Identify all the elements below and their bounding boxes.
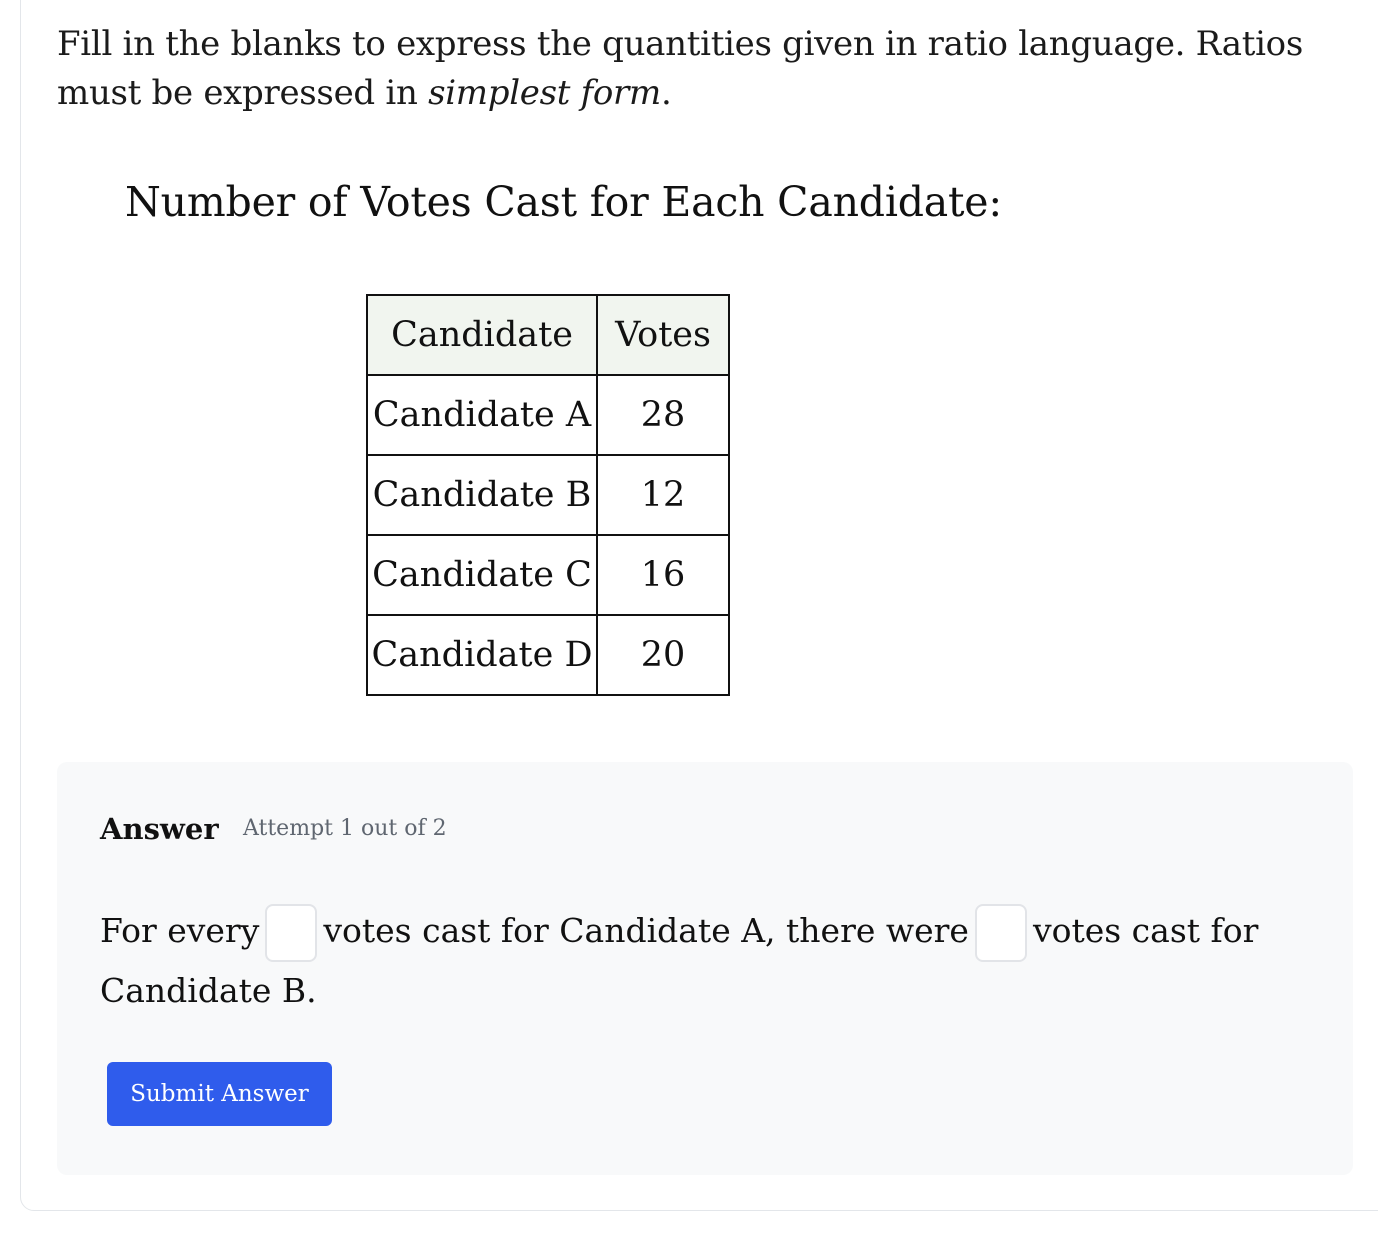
table-row <box>367 615 729 695</box>
votes-cell: 16 <box>597 535 729 615</box>
attempt-counter: Attempt 1 out of 2 <box>243 816 447 841</box>
sentence-text-3: votes cast for Candidate B. <box>100 911 1259 1010</box>
table-row <box>367 455 729 535</box>
answer-label: Answer <box>100 812 219 846</box>
sentence-text-1: For every <box>100 911 260 950</box>
submit-answer-button[interactable]: Submit Answer <box>107 1062 332 1126</box>
table-header-row <box>367 295 729 375</box>
answer-panel <box>57 762 1353 1175</box>
candidate-cell: Candidate D <box>367 615 597 695</box>
votes-cell: 20 <box>597 615 729 695</box>
votes-table <box>366 294 730 696</box>
header-votes: Votes <box>597 295 729 375</box>
prompt-emphasis: simplest form <box>428 73 661 113</box>
question-prompt <box>57 20 1357 118</box>
candidate-cell: Candidate A <box>367 375 597 455</box>
header-candidate: Candidate <box>367 295 597 375</box>
votes-cell: 28 <box>597 375 729 455</box>
table-row <box>367 535 729 615</box>
prompt-text: Fill in the blanks to express the quantities given in ratio language. Ratios must be expressed in <box>57 24 1303 113</box>
prompt-period: . <box>660 73 672 113</box>
candidate-cell: Candidate B <box>367 455 597 535</box>
blank-input-1[interactable] <box>265 904 317 962</box>
votes-cell: 12 <box>597 455 729 535</box>
table-row <box>367 375 729 455</box>
candidate-cell: Candidate C <box>367 535 597 615</box>
blank-input-2[interactable] <box>975 904 1027 962</box>
sentence-text-2: votes cast for Candidate A, there were <box>323 911 969 950</box>
table-title: Number of Votes Cast for Each Candidate: <box>125 178 1002 226</box>
answer-sentence <box>100 902 1300 1020</box>
